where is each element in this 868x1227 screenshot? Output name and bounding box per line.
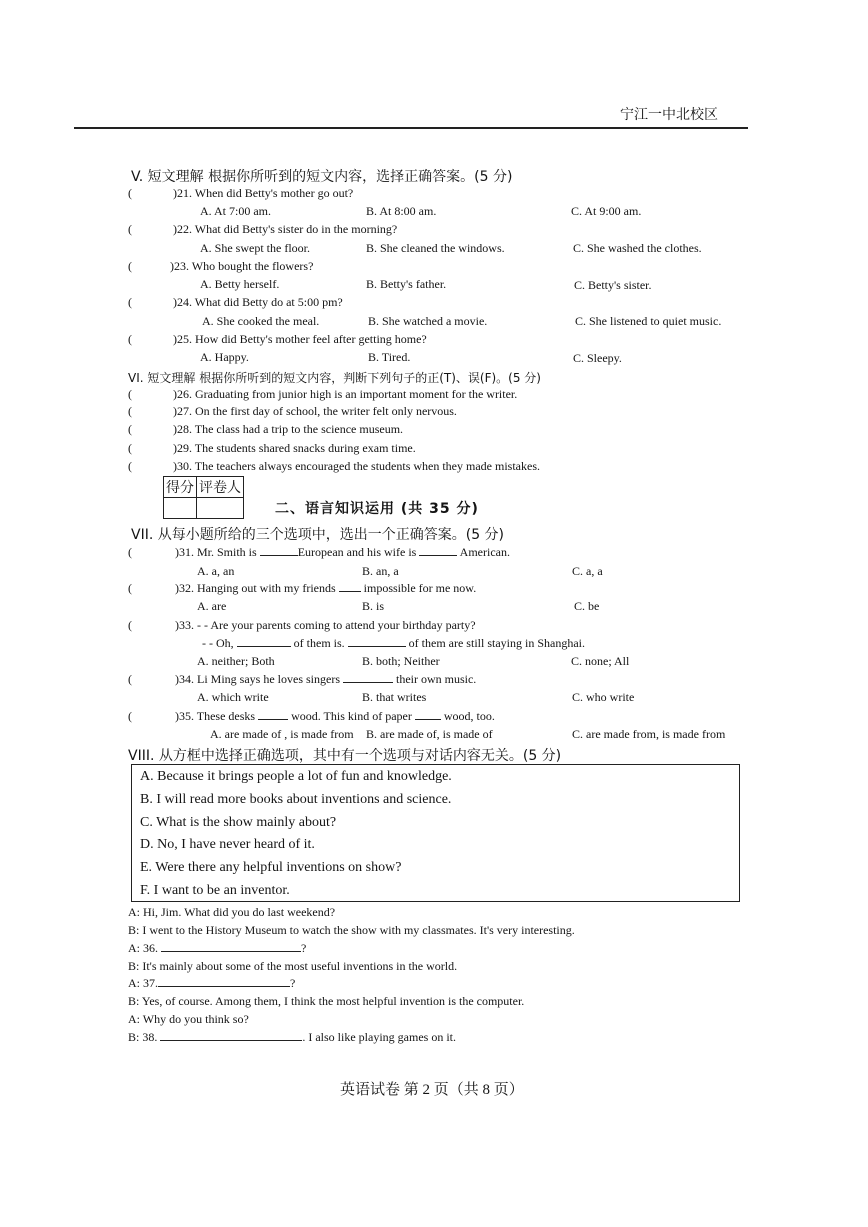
question-34-option-b: B. that writes: [362, 690, 427, 704]
question-34-option-c: C. who write: [572, 690, 635, 704]
dialogue-line-1: A: Hi, Jim. What did you do last weekend?: [128, 905, 336, 919]
question-33-line-2: - - Oh, of them is. of them are still staying in Shanghai.: [202, 636, 585, 650]
question-33-option-b: B. both; Neither: [362, 654, 440, 668]
statement-27: )27. On the first day of school, the writer felt only nervous.: [173, 404, 457, 418]
question-33-option-a: A. neither; Both: [197, 654, 275, 668]
dialogue-line-36: A: 36. ?: [128, 941, 307, 955]
box-option-f: F. I want to be an inventor.: [140, 883, 290, 898]
statement-28: )28. The class had a trip to the science museum.: [173, 422, 404, 436]
question-24-option-a: A. She cooked the meal.: [202, 314, 320, 328]
question-24-option-b: B. She watched a movie.: [368, 314, 488, 328]
grader-cell: [197, 498, 244, 519]
grader-label: 评卷人: [197, 477, 244, 498]
answer-paren: (: [128, 545, 132, 559]
question-21-option-a: A. At 7:00 am.: [200, 204, 271, 218]
question-35-option-a: A. are made of , is made from: [210, 727, 354, 741]
answer-paren: (: [128, 259, 132, 273]
dialogue-line-7: A: Why do you think so?: [128, 1012, 249, 1026]
question-33-option-c: C. none; All: [571, 654, 630, 668]
question-25-option-c: C. Sleepy.: [573, 351, 622, 365]
dialogue-line-37: A: 37. ?: [128, 976, 296, 990]
dialogue-line-6: B: Yes, of course. Among them, I think the most helpful invention is the computer.: [128, 994, 525, 1008]
page-footer: 英语试卷 第 2 页（共 8 页）: [340, 1082, 524, 1098]
section-6-title: VI. 短文理解 根据你所听到的短文内容，判断下列句子的正(T)、误(F)。(5 分): [128, 371, 541, 385]
question-22-option-c: C. She washed the clothes.: [573, 241, 702, 255]
answer-paren: (: [128, 581, 132, 595]
question-33-line-1: )33. - - Are your parents coming to attend your birthday party?: [175, 618, 476, 632]
question-31-stem: )31. Mr. Smith is European and his wife is American.: [175, 545, 510, 559]
question-35-option-b: B. are made of, is made of: [366, 727, 493, 741]
answer-paren: (: [128, 222, 132, 236]
question-32-option-b: B. is: [362, 599, 385, 613]
dialogue-line-38: B: 38. . I also like playing games on it.: [128, 1030, 456, 1044]
question-23-option-b: B. Betty's father.: [366, 277, 447, 291]
question-24-option-c: C. She listened to quiet music.: [575, 314, 722, 328]
answer-paren: (: [128, 186, 132, 200]
answer-paren: (: [128, 332, 132, 346]
question-35-stem: )35. These desks wood. This kind of paper wood, too.: [175, 709, 495, 723]
question-31-option-b: B. an, a: [362, 564, 399, 578]
question-23-option-a: A. Betty herself.: [200, 277, 280, 291]
question-22-stem: )22. What did Betty's sister do in the morning?: [173, 222, 398, 236]
question-25-option-a: A. Happy.: [200, 350, 249, 364]
section-5-title: V. 短文理解 根据你所听到的短文内容，选择正确答案。(5 分): [131, 169, 513, 185]
question-34-option-a: A. which write: [197, 690, 269, 704]
question-22-option-a: A. She swept the floor.: [200, 241, 310, 255]
question-22-option-b: B. She cleaned the windows.: [366, 241, 505, 255]
box-option-b: B. I will read more books about inventions and science.: [140, 792, 452, 807]
answer-paren: (: [128, 422, 132, 436]
dialogue-line-4: B: It's mainly about some of the most useful inventions in the world.: [128, 959, 458, 973]
score-label: 得分: [164, 477, 197, 498]
question-21-option-b: B. At 8:00 am.: [366, 204, 437, 218]
score-cell: [164, 498, 197, 519]
question-32-option-c: C. be: [574, 599, 600, 613]
question-25-option-b: B. Tired.: [368, 350, 411, 364]
question-23-stem: )23. Who bought the flowers?: [170, 259, 314, 273]
statement-30: )30. The teachers always encouraged the students when they made mistakes.: [173, 459, 540, 473]
answer-paren: (: [128, 404, 132, 418]
answer-paren: (: [128, 387, 132, 401]
question-25-stem: )25. How did Betty's mother feel after getting home?: [173, 332, 427, 346]
answer-paren: (: [128, 459, 132, 473]
question-31-option-a: A. a, an: [197, 564, 235, 578]
question-32-stem: )32. Hanging out with my friends impossible for me now.: [175, 581, 477, 595]
header-rule: [74, 127, 748, 129]
question-21-option-c: C. At 9:00 am.: [571, 204, 642, 218]
answer-paren: (: [128, 709, 132, 723]
section-8-title: VIII. 从方框中选择正确选项，其中有一个选项与对话内容无关。(5 分): [128, 748, 562, 764]
question-31-option-c: C. a, a: [572, 564, 603, 578]
statement-26: )26. Graduating from junior high is an important moment for the writer.: [173, 387, 518, 401]
question-24-stem: )24. What did Betty do at 5:00 pm?: [173, 295, 343, 309]
question-35-option-c: C. are made from, is made from: [572, 727, 726, 741]
box-option-d: D. No, I have never heard of it.: [140, 837, 315, 852]
section-7-title: VII. 从每小题所给的三个选项中，选出一个正确答案。(5 分): [131, 527, 505, 543]
part-2-title: 二、语言知识运用 (共 35 分): [275, 501, 479, 517]
question-23-option-c: C. Betty's sister.: [574, 278, 652, 292]
question-21-stem: )21. When did Betty's mother go out?: [173, 186, 354, 200]
score-table: [163, 476, 244, 519]
statement-29: )29. The students shared snacks during exam time.: [173, 441, 416, 455]
answer-paren: (: [128, 441, 132, 455]
box-option-e: E. Were there any helpful inventions on show?: [140, 860, 402, 875]
box-option-c: C. What is the show mainly about?: [140, 815, 337, 830]
question-34-stem: )34. Li Ming says he loves singers their own music.: [175, 672, 477, 686]
answer-paren: (: [128, 618, 132, 632]
answer-paren: (: [128, 672, 132, 686]
answer-paren: (: [128, 295, 132, 309]
dialogue-line-2: B: I went to the History Museum to watch the show with my classmates. It's very interesting.: [128, 923, 575, 937]
box-option-a: A. Because it brings people a lot of fun and knowledge.: [140, 769, 452, 784]
school-name: 宁江一中北校区: [620, 107, 718, 123]
question-32-option-a: A. are: [197, 599, 227, 613]
